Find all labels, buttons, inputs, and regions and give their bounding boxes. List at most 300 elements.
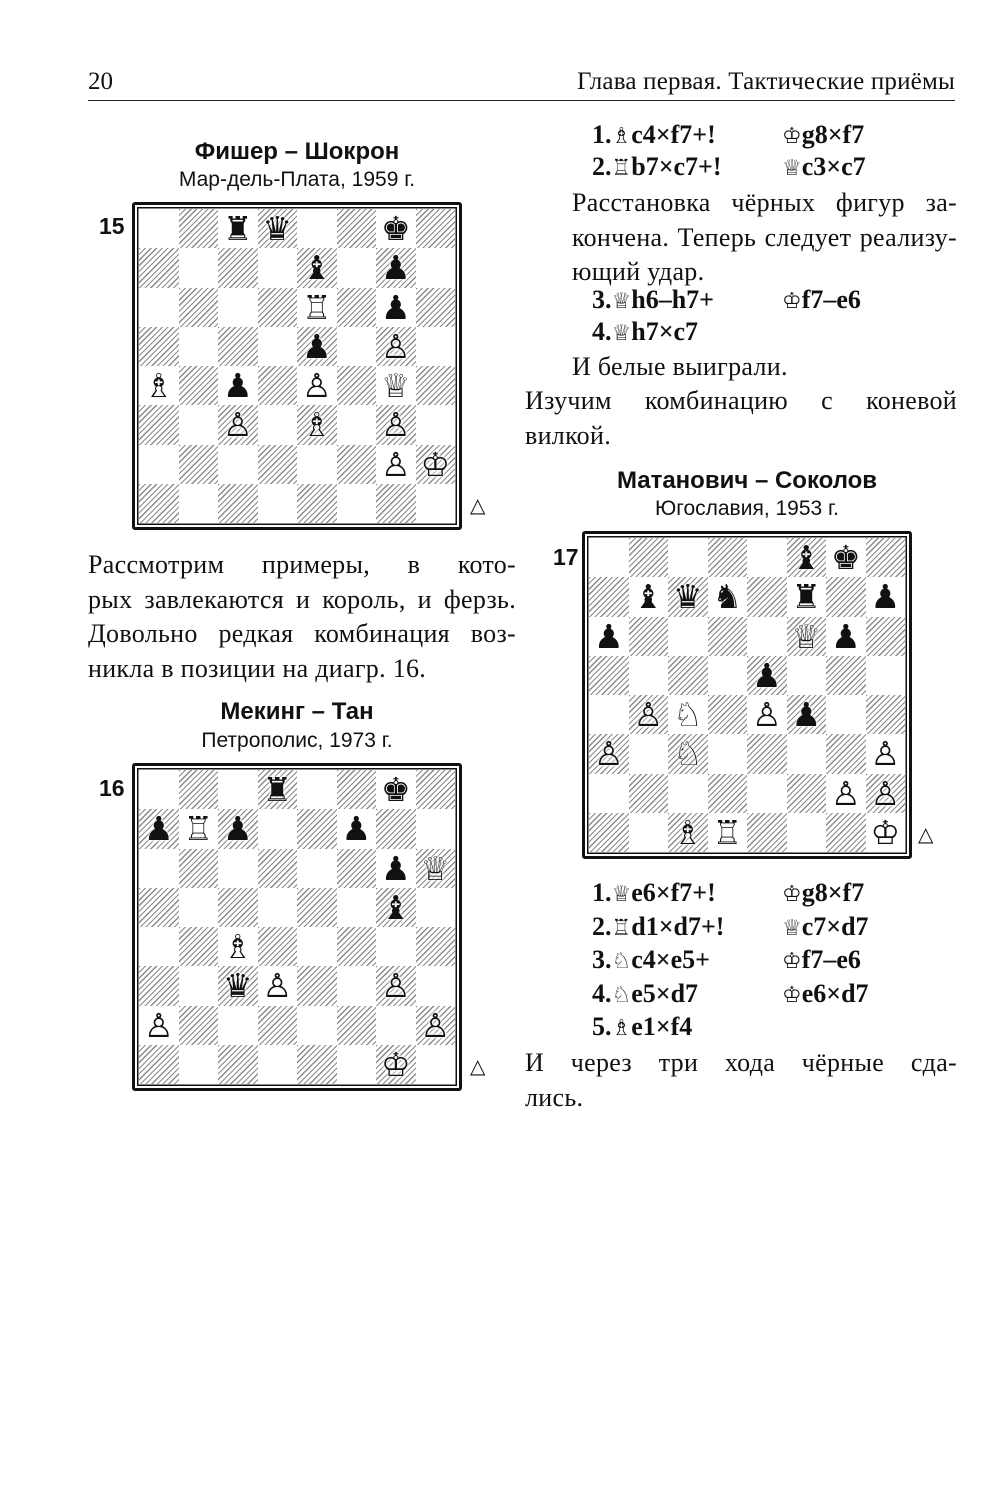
board-square	[179, 484, 219, 523]
board-square	[258, 888, 298, 927]
board-square	[629, 538, 669, 577]
black-reply	[782, 152, 866, 182]
board-square	[866, 617, 906, 656]
white-move: h6–h7+	[631, 285, 714, 314]
white-piece-icon: ♖	[611, 915, 632, 941]
white-rook-icon: ♖	[301, 287, 332, 327]
board-square	[866, 538, 906, 577]
paragraph-line: Рассмотрим примеры, в кото-	[88, 550, 516, 579]
board-square	[337, 327, 377, 366]
board-square	[866, 774, 906, 813]
board-square	[376, 248, 416, 287]
board-square	[179, 366, 219, 405]
board-square	[297, 809, 337, 848]
move-row	[592, 912, 724, 942]
board-square	[668, 538, 708, 577]
white-piece-icon: ♕	[611, 882, 632, 907]
board-square	[258, 849, 298, 888]
move-number: 5.	[592, 1012, 612, 1041]
white-to-move-marker-17: △	[918, 822, 934, 846]
black-reply	[782, 945, 861, 975]
board-square	[826, 617, 866, 656]
board-square	[139, 209, 179, 248]
board-square	[297, 209, 337, 248]
board-square	[179, 209, 219, 248]
white-piece-icon: ♕	[611, 289, 632, 314]
game-event-15: Мар-дель-Плата, 1959 г.	[178, 168, 416, 191]
white-queen-icon: ♕	[791, 616, 822, 656]
board-square	[258, 445, 298, 484]
board-square	[629, 577, 669, 616]
white-pawn-icon: ♙	[380, 966, 411, 1006]
board-square	[218, 445, 258, 484]
board-square	[297, 888, 337, 927]
board-square	[376, 405, 416, 444]
board-square	[747, 577, 787, 616]
black-reply	[782, 878, 864, 908]
board-square	[708, 577, 748, 616]
black-queen-icon: ♛	[672, 577, 703, 617]
board-square	[337, 366, 377, 405]
board-square	[297, 966, 337, 1005]
board-square	[708, 734, 748, 773]
move-row	[592, 317, 698, 347]
white-pawn-icon: ♙	[380, 444, 411, 484]
black-piece-icon: ♕	[782, 156, 802, 181]
paragraph-intro-16	[88, 548, 516, 686]
white-queen-icon: ♕	[420, 848, 451, 888]
board-square	[787, 734, 827, 773]
board-square	[589, 813, 629, 852]
move-row	[592, 152, 722, 182]
board-square	[416, 248, 456, 287]
board-square	[218, 966, 258, 1005]
board-square	[218, 849, 258, 888]
game-title-15: Фишер – Шокрон	[194, 138, 400, 165]
board-square	[139, 1045, 179, 1084]
board-square	[297, 770, 337, 809]
board-square	[589, 774, 629, 813]
move-number: 4.	[592, 978, 612, 1008]
board-square	[139, 248, 179, 287]
board-square	[139, 927, 179, 966]
board-square	[218, 327, 258, 366]
white-queen-icon: ♕	[380, 366, 411, 406]
board-square	[297, 288, 337, 327]
move-number: 3.	[592, 945, 612, 974]
white-piece-icon: ♘	[611, 949, 632, 974]
board-square	[258, 966, 298, 1005]
board-square	[787, 656, 827, 695]
board-square	[218, 484, 258, 523]
board-square	[416, 405, 456, 444]
game-title-17: Матанович – Соколов	[616, 467, 878, 494]
white-move: e6×f7+!	[631, 878, 716, 907]
black-king-icon: ♚	[380, 209, 411, 249]
board-square	[668, 695, 708, 734]
white-to-move-marker-16: △	[470, 1054, 486, 1078]
black-pawn-icon: ♟	[341, 809, 372, 849]
board-square	[826, 695, 866, 734]
board-square	[218, 288, 258, 327]
move-row	[592, 120, 716, 150]
board-square	[337, 1006, 377, 1045]
board-square	[416, 927, 456, 966]
board-square	[337, 770, 377, 809]
move-number: 4.	[592, 317, 612, 346]
board-square	[297, 484, 337, 523]
black-bishop-icon: ♝	[791, 538, 822, 578]
white-knight-icon: ♘	[672, 695, 703, 735]
board-square	[337, 209, 377, 248]
white-to-move-marker-15: △	[470, 493, 486, 517]
board-square	[376, 288, 416, 327]
board-square	[376, 484, 416, 523]
black-pawn-icon: ♟	[380, 848, 411, 888]
move-number: 1.	[592, 120, 612, 149]
move-row	[592, 979, 698, 1009]
board-square	[416, 209, 456, 248]
black-pawn-icon: ♟	[301, 326, 332, 366]
game-event-16: Петрополис, 1973 г.	[201, 729, 393, 752]
board-square	[297, 927, 337, 966]
white-piece-icon: ♗	[611, 1016, 632, 1041]
black-move: c7×d7	[801, 911, 869, 941]
board-square	[376, 888, 416, 927]
black-move: f7–e6	[801, 945, 861, 974]
board-square	[747, 538, 787, 577]
paragraph-line: ющий удар.	[572, 257, 705, 286]
black-rook-icon: ♜	[222, 209, 253, 249]
white-king-icon: ♔	[870, 812, 901, 852]
board-square	[747, 734, 787, 773]
board-square	[218, 927, 258, 966]
board-square	[668, 656, 708, 695]
board-square	[416, 366, 456, 405]
white-move: c4×f7+!	[631, 120, 716, 149]
move-row	[592, 878, 716, 908]
board-square	[337, 888, 377, 927]
board-square	[826, 538, 866, 577]
white-knight-icon: ♘	[672, 734, 703, 774]
white-move: e5×d7	[631, 978, 699, 1008]
board-square	[179, 770, 219, 809]
board-square	[376, 1045, 416, 1084]
black-reply	[782, 979, 869, 1009]
move-number: 3.	[592, 285, 612, 314]
diagram-number-15: 15	[99, 213, 125, 239]
board-square	[179, 1006, 219, 1045]
board-square	[376, 209, 416, 248]
black-move: g8×f7	[801, 878, 865, 907]
board-square	[258, 248, 298, 287]
white-piece-icon: ♘	[611, 982, 632, 1008]
white-bishop-icon: ♗	[672, 812, 703, 852]
board-square	[139, 888, 179, 927]
white-rook-icon: ♖	[183, 809, 214, 849]
white-pawn-icon: ♙	[420, 1005, 451, 1045]
board-square	[376, 927, 416, 966]
board-square	[416, 1045, 456, 1084]
board-square	[629, 734, 669, 773]
board-square	[258, 405, 298, 444]
board-square	[416, 327, 456, 366]
white-rook-icon: ♖	[712, 812, 743, 852]
board-square	[416, 288, 456, 327]
paragraph-resigned	[525, 1046, 957, 1115]
board-square	[297, 327, 337, 366]
board-square	[218, 209, 258, 248]
black-pawn-icon: ♟	[791, 695, 822, 735]
white-piece-icon: ♕	[611, 321, 632, 346]
white-bishop-icon: ♗	[222, 927, 253, 967]
black-bishop-icon: ♝	[633, 577, 664, 617]
board-square	[179, 327, 219, 366]
board-square	[708, 695, 748, 734]
board-square	[826, 577, 866, 616]
board-square	[258, 1006, 298, 1045]
board-square	[708, 774, 748, 813]
white-bishop-icon: ♗	[143, 366, 174, 406]
white-piece-icon: ♖	[611, 156, 632, 181]
board-square	[258, 327, 298, 366]
board-square	[866, 577, 906, 616]
board-square	[258, 770, 298, 809]
board-square	[416, 849, 456, 888]
chess-diagram-16	[132, 763, 462, 1091]
header-rule	[88, 100, 955, 101]
board-square	[297, 248, 337, 287]
board-square	[258, 366, 298, 405]
board-square	[258, 1045, 298, 1084]
chess-diagram-17	[582, 531, 912, 859]
board-square	[708, 656, 748, 695]
board-square	[139, 327, 179, 366]
white-king-icon: ♔	[380, 1044, 411, 1084]
white-pawn-icon: ♙	[751, 695, 782, 735]
black-knight-icon: ♞	[712, 577, 743, 617]
black-piece-icon: ♔	[782, 982, 802, 1008]
board-square	[708, 813, 748, 852]
board-square	[337, 405, 377, 444]
black-pawn-icon: ♟	[870, 577, 901, 617]
moves-fischer-1	[592, 120, 922, 190]
black-move: e6×d7	[801, 978, 869, 1008]
board-square	[416, 770, 456, 809]
board-square	[297, 849, 337, 888]
chess-diagram-15	[132, 202, 462, 530]
white-pawn-icon: ♙	[301, 366, 332, 406]
board-square	[787, 774, 827, 813]
board-square	[376, 849, 416, 888]
black-piece-icon: ♕	[782, 915, 802, 941]
board-square	[416, 1006, 456, 1045]
white-bishop-icon: ♗	[301, 405, 332, 445]
paragraph-line: лись.	[525, 1082, 584, 1112]
black-move: f7–e6	[801, 285, 861, 314]
black-pawn-icon: ♟	[830, 616, 861, 656]
board-square	[589, 695, 629, 734]
board-square	[258, 484, 298, 523]
board-square	[376, 327, 416, 366]
black-pawn-icon: ♟	[751, 655, 782, 695]
board-square	[218, 1045, 258, 1084]
board-square	[866, 734, 906, 773]
board-square	[787, 617, 827, 656]
diagram-number-17: 17	[553, 544, 579, 570]
paragraph-line: рых завлекаются и король, и ферзь.	[88, 584, 516, 614]
paragraph-line: никла в позиции на диагр. 16.	[88, 653, 427, 683]
paragraph-knight-fork	[525, 384, 957, 453]
board-square	[416, 809, 456, 848]
board-square	[668, 734, 708, 773]
black-pawn-icon: ♟	[222, 366, 253, 406]
board-square	[629, 617, 669, 656]
move-row	[592, 1012, 692, 1042]
move-row	[592, 285, 714, 315]
board-square	[139, 445, 179, 484]
white-move: b7×c7+!	[631, 152, 722, 181]
board-square	[747, 774, 787, 813]
black-rook-icon: ♜	[262, 770, 293, 810]
board-square	[376, 809, 416, 848]
white-pawn-icon: ♙	[830, 773, 861, 813]
black-rook-icon: ♜	[791, 577, 822, 617]
board-square	[629, 695, 669, 734]
board-square	[337, 248, 377, 287]
board-square	[218, 888, 258, 927]
board-square	[787, 695, 827, 734]
board-square	[218, 248, 258, 287]
white-pawn-icon: ♙	[380, 405, 411, 445]
board-square	[139, 405, 179, 444]
running-head: Глава первая. Тактические приёмы	[576, 68, 955, 95]
paragraph-white-won: И белые выиграли.	[572, 352, 788, 381]
board-square	[589, 734, 629, 773]
board-square	[787, 577, 827, 616]
board-square	[376, 1006, 416, 1045]
board-square	[416, 484, 456, 523]
board-square	[258, 288, 298, 327]
black-reply	[782, 285, 861, 315]
board-square	[787, 813, 827, 852]
white-pawn-icon: ♙	[870, 734, 901, 774]
board-square	[139, 366, 179, 405]
board-square	[218, 405, 258, 444]
board-square	[376, 966, 416, 1005]
board-square	[337, 927, 377, 966]
black-reply	[782, 912, 869, 942]
board-square	[337, 445, 377, 484]
white-pawn-icon: ♙	[222, 405, 253, 445]
game-title-16: Мекинг – Тан	[220, 698, 374, 725]
black-queen-icon: ♛	[262, 209, 293, 249]
board-square	[297, 366, 337, 405]
black-move: g8×f7	[801, 120, 865, 149]
black-piece-icon: ♔	[782, 289, 802, 314]
paragraph-line: кончена. Теперь следует реализу-	[572, 222, 957, 252]
page-number: 20	[88, 68, 113, 95]
board-square	[218, 1006, 258, 1045]
board-square	[668, 813, 708, 852]
white-move: d1×d7+!	[631, 911, 725, 941]
move-number: 2.	[592, 911, 612, 941]
board-square	[866, 695, 906, 734]
white-pawn-icon: ♙	[870, 773, 901, 813]
board-square	[297, 445, 337, 484]
move-number: 2.	[592, 152, 612, 181]
board-square	[139, 849, 179, 888]
board-square	[218, 770, 258, 809]
white-king-icon: ♔	[420, 444, 451, 484]
white-pawn-icon: ♙	[262, 966, 293, 1006]
board-square	[629, 656, 669, 695]
black-pawn-icon: ♟	[380, 248, 411, 288]
board-square	[416, 888, 456, 927]
board-square	[826, 774, 866, 813]
board-square	[589, 538, 629, 577]
board-square	[179, 405, 219, 444]
board-square	[747, 656, 787, 695]
paragraph-line: И через три хода чёрные сда-	[525, 1048, 957, 1077]
paragraph-line: Довольно редкая комбинация воз-	[88, 619, 516, 648]
board-square	[416, 445, 456, 484]
paragraph-line: Изучим комбинацию с коневой	[525, 386, 957, 415]
board-square	[629, 813, 669, 852]
board-square	[747, 813, 787, 852]
board-square	[787, 538, 827, 577]
board-square	[179, 888, 219, 927]
board-square	[337, 484, 377, 523]
board-square	[337, 849, 377, 888]
board-square	[258, 209, 298, 248]
board-square	[337, 288, 377, 327]
board-square	[297, 1045, 337, 1084]
board-square	[826, 734, 866, 773]
board-square	[668, 774, 708, 813]
board-square	[376, 770, 416, 809]
black-pawn-icon: ♟	[380, 287, 411, 327]
board-square	[297, 405, 337, 444]
board-square	[258, 809, 298, 848]
black-pawn-icon: ♟	[143, 809, 174, 849]
black-king-icon: ♚	[380, 770, 411, 810]
black-bishop-icon: ♝	[301, 248, 332, 288]
black-king-icon: ♚	[830, 538, 861, 578]
board-square	[376, 445, 416, 484]
board-square	[589, 656, 629, 695]
board-square	[179, 927, 219, 966]
board-square	[826, 656, 866, 695]
board-square	[258, 927, 298, 966]
board-square	[139, 809, 179, 848]
board-square	[866, 656, 906, 695]
moves-matanovic	[592, 878, 922, 1048]
black-queen-icon: ♛	[222, 966, 253, 1006]
board-square	[179, 288, 219, 327]
board-square	[179, 809, 219, 848]
board-square	[589, 577, 629, 616]
paragraph-fischer-note	[572, 186, 957, 290]
moves-fischer-2	[592, 285, 922, 355]
move-row	[592, 945, 710, 975]
white-move: h7×c7	[631, 317, 699, 346]
board-square	[589, 617, 629, 656]
board-square	[139, 1006, 179, 1045]
board-square	[337, 1045, 377, 1084]
board-square	[826, 813, 866, 852]
white-move: e1×f4	[631, 1012, 693, 1041]
